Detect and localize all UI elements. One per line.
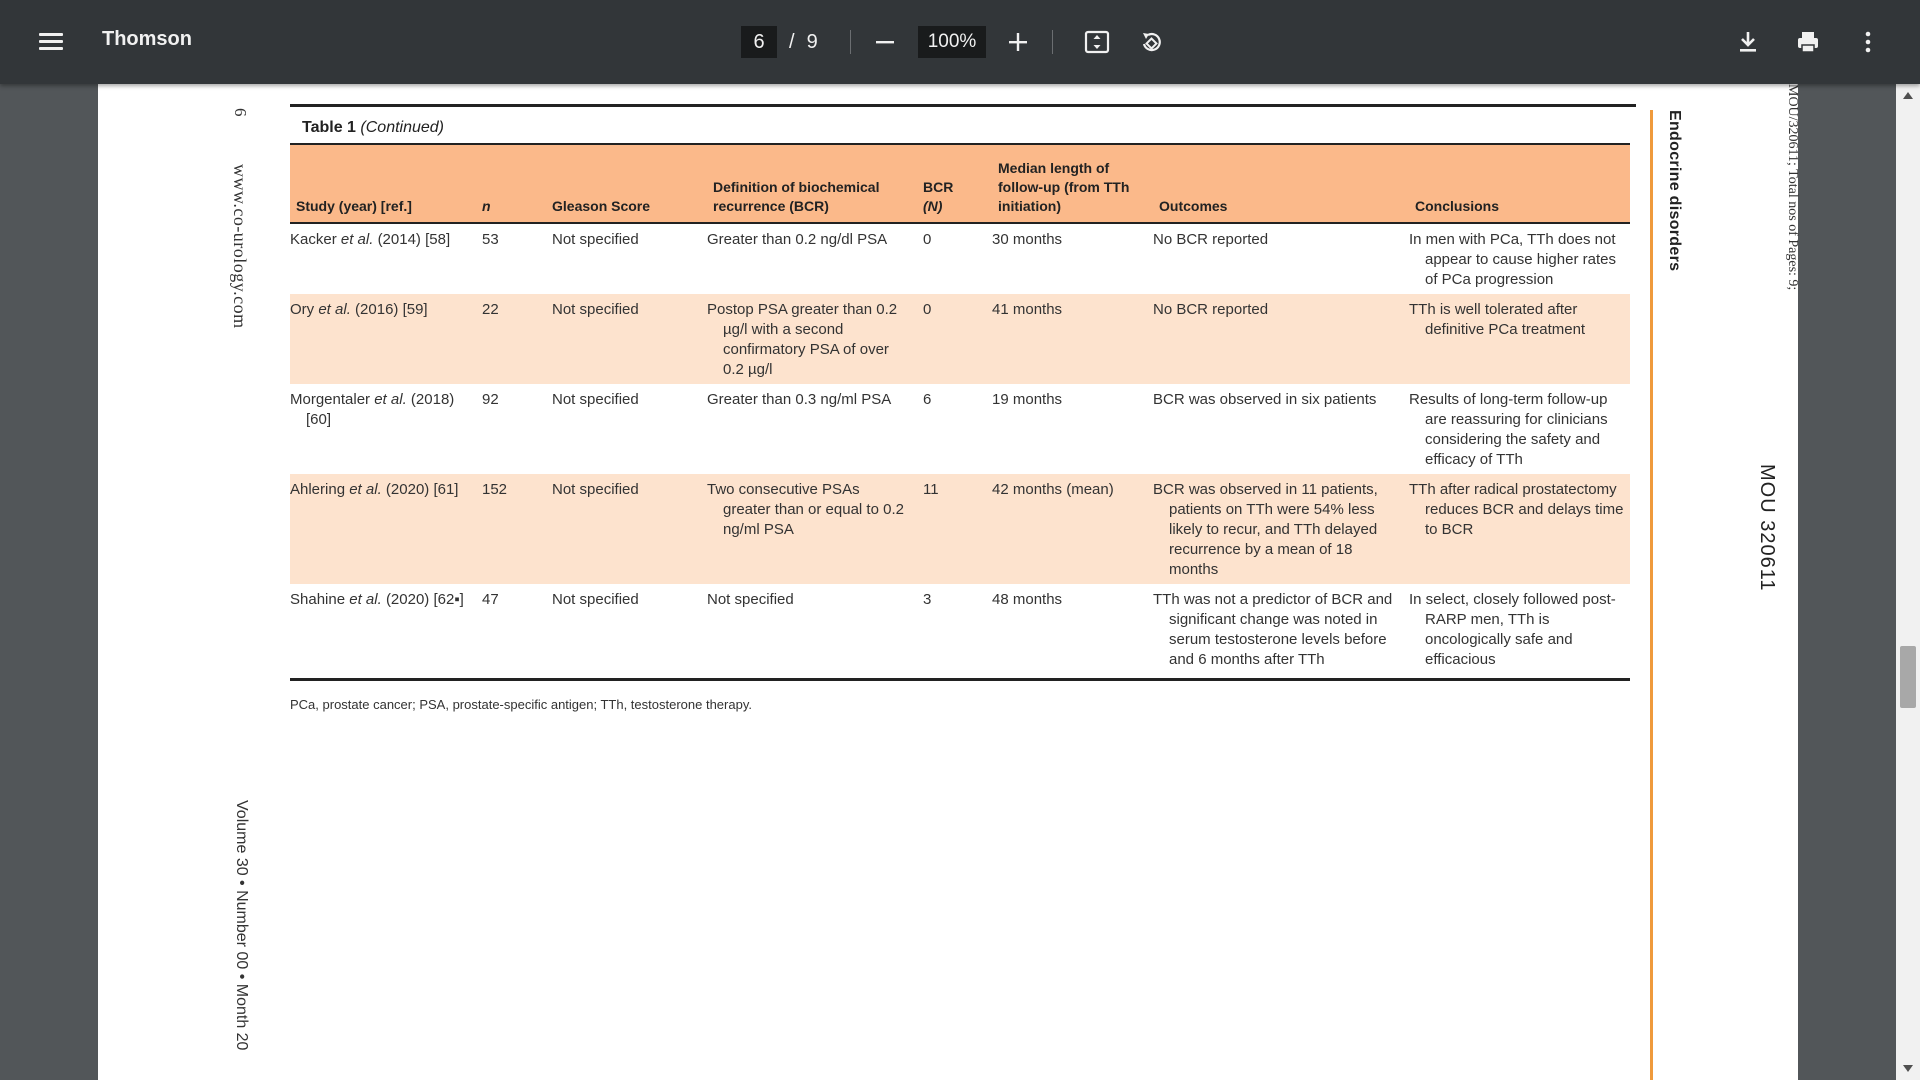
header-followup: Median length of follow-up (from TTh initiation) — [998, 160, 1130, 214]
cell-outcomes: BCR was observed in six patients — [1153, 391, 1377, 408]
table-label: Table 1 — [302, 119, 356, 136]
toolbar-divider — [1052, 30, 1053, 54]
zoom-out-button[interactable] — [868, 25, 902, 59]
header-n: n — [482, 198, 491, 214]
results-table — [290, 143, 1630, 674]
table-row — [290, 384, 1630, 474]
page-number-input[interactable] — [741, 26, 777, 58]
manuscript-meta: MOU/320611; Total nos of Pages: 9; — [1785, 84, 1800, 291]
table-row — [290, 223, 1630, 294]
cell-gleason: Not specified — [552, 591, 639, 608]
cell-followup: 42 months (mean) — [992, 481, 1114, 498]
rotate-button[interactable] — [1133, 24, 1169, 60]
table-header-row — [290, 144, 1630, 223]
cell-study: Shahine et al. (2020) [62▪] — [290, 591, 464, 608]
journal-url: www.co-urology.com — [230, 164, 250, 329]
cell-conclusions: TTh after radical prostatectomy reduces BCR and delays time to BCR — [1409, 481, 1624, 538]
cell-study: Morgentaler et al. (2018) [60] — [290, 391, 455, 428]
cell-outcomes: TTh was not a predictor of BCR and significant change was noted in serum testosterone levels before and 6 months after TTh — [1153, 591, 1393, 668]
header-gleason: Gleason Score — [552, 198, 651, 214]
page-number-margin: 6 — [231, 108, 250, 117]
table-1 — [290, 104, 1636, 712]
cell-conclusions: TTh is well tolerated after definitive PCa treatment — [1409, 301, 1586, 338]
cell-gleason: Not specified — [552, 231, 639, 248]
plus-icon — [1001, 25, 1035, 59]
cell-definition: Postop PSA greater than 0.2 µg/l with a second confirmatory PSA of over 0.2 µg/l — [707, 301, 898, 378]
cell-study: Kacker et al. (2014) [58] — [290, 231, 451, 248]
page-navigator — [741, 26, 818, 58]
cell-outcomes: BCR was observed in 11 patients, patients on TTh were 54% less likely to recur, and TTh delayed recurrence by a mean of 18 months — [1153, 481, 1378, 578]
cell-n: 47 — [482, 591, 499, 608]
document-title: Thomson — [102, 28, 192, 50]
table-caption — [290, 107, 1636, 143]
minus-icon — [868, 25, 902, 59]
cell-conclusions: Results of long-term follow-up are reassuring for clinicians considering the safety and efficacy of TTh — [1409, 391, 1608, 468]
table-row — [290, 294, 1630, 384]
scroll-down-icon[interactable] — [1903, 1065, 1913, 1072]
cell-study: Ahlering et al. (2020) [61] — [290, 481, 459, 498]
header-study: Study (year) [ref.] — [296, 198, 412, 214]
cell-n: 152 — [482, 481, 508, 498]
cell-gleason: Not specified — [552, 391, 639, 408]
table-footnote: PCa, prostate cancer; PSA, prostate-specific antigen; TTh, testosterone therapy. — [290, 697, 752, 712]
scrollbar-thumb[interactable] — [1900, 646, 1916, 708]
cell-followup: 30 months — [992, 231, 1063, 248]
zoom-in-button[interactable] — [1001, 25, 1035, 59]
cell-n: 22 — [482, 301, 499, 318]
cell-bcr: 0 — [923, 301, 932, 318]
hamburger-menu-icon[interactable] — [36, 27, 66, 57]
total-pages: 9 — [806, 30, 818, 53]
fit-page-button[interactable] — [1079, 24, 1115, 60]
table-continued: (Continued) — [360, 119, 445, 136]
cell-followup: 41 months — [992, 301, 1063, 318]
toolbar-divider — [850, 30, 851, 54]
cell-followup: 19 months — [992, 391, 1063, 408]
cell-outcomes: No BCR reported — [1153, 231, 1269, 248]
cell-bcr: 6 — [923, 391, 932, 408]
cell-followup: 48 months — [992, 591, 1063, 608]
cell-definition: Greater than 0.3 ng/ml PSA — [707, 391, 892, 408]
cell-bcr: 3 — [923, 591, 932, 608]
cell-n: 92 — [482, 391, 499, 408]
volume-line: Volume 30 • Number 00 • Month 20 — [233, 800, 250, 1051]
fit-page-icon — [1079, 24, 1115, 60]
table-row — [290, 474, 1630, 584]
cell-gleason: Not specified — [552, 301, 639, 318]
cell-definition: Not specified — [707, 591, 794, 608]
cell-bcr: 0 — [923, 231, 932, 248]
print-icon — [1790, 24, 1826, 60]
cell-gleason: Not specified — [552, 481, 639, 498]
header-bcr: BCR (N) — [923, 179, 954, 214]
more-options-button[interactable] — [1850, 24, 1886, 60]
cell-n: 53 — [482, 231, 499, 248]
download-button[interactable] — [1730, 24, 1766, 60]
pdf-viewport[interactable] — [0, 84, 1920, 1080]
zoom-level[interactable]: 100% — [918, 26, 986, 58]
rotate-icon — [1133, 24, 1169, 60]
cell-definition: Two consecutive PSAs greater than or equal to 0.2 ng/ml PSA — [707, 481, 904, 538]
page-separator: / — [789, 30, 795, 53]
section-rule — [1650, 110, 1653, 1080]
pdf-toolbar — [0, 0, 1920, 84]
vertical-scrollbar[interactable] — [1896, 84, 1920, 1080]
pdf-page — [98, 84, 1798, 1080]
header-outcomes: Outcomes — [1159, 198, 1228, 214]
table-row — [290, 584, 1630, 674]
more-vertical-icon — [1850, 24, 1886, 60]
cell-bcr: 11 — [923, 481, 939, 498]
header-conclusions: Conclusions — [1415, 198, 1500, 214]
cell-conclusions: In select, closely followed post-RARP men, TTh is oncologically safe and efficacious — [1409, 591, 1616, 668]
section-label: Endocrine disorders — [1666, 110, 1683, 272]
header-definition: Definition of biochemical recurrence (BCR) — [713, 179, 880, 214]
manuscript-code: MOU 320611 — [1756, 464, 1778, 592]
cell-study: Ory et al. (2016) [59] — [290, 301, 428, 318]
print-button[interactable] — [1790, 24, 1826, 60]
scroll-up-icon[interactable] — [1903, 92, 1913, 99]
cell-conclusions: In men with PCa, TTh does not appear to cause higher rates of PCa progression — [1409, 231, 1616, 288]
download-icon — [1730, 24, 1766, 60]
cell-definition: Greater than 0.2 ng/dl PSA — [707, 231, 888, 248]
table-bottom-rule — [290, 678, 1630, 681]
cell-outcomes: No BCR reported — [1153, 301, 1269, 318]
